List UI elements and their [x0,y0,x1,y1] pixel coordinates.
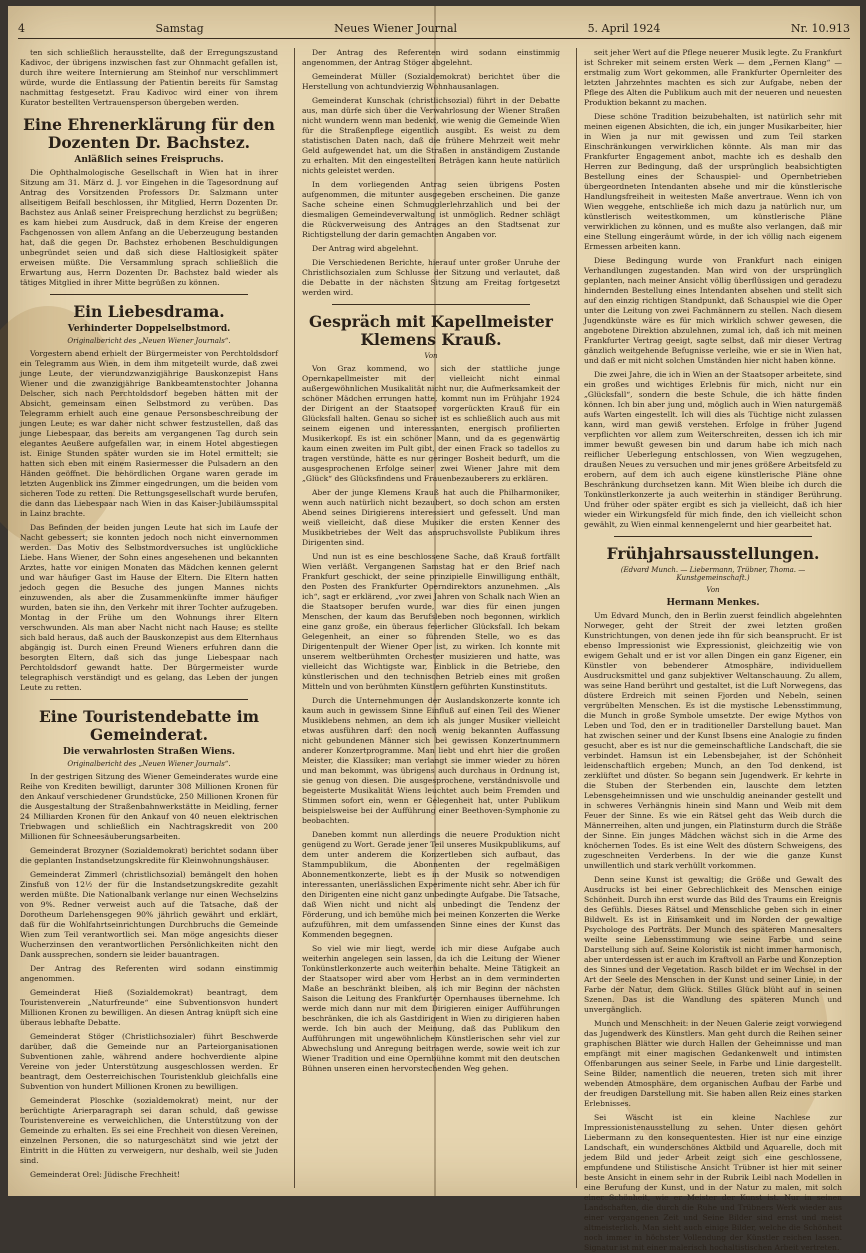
article-paragraph: In der gestrigen Sitzung des Wiener Gemeinderates wurde eine Reihe von Krediten bewilligt, darunter 308 Millionen Kronen für den Ankauf verschiedener Grundstücke, 250 Millionen Kronen für die Ausgestaltung der Straßenbahnwerkstätte in Meidling, ferner 24 Milliarden Kronen für den Ankauf von 40 neuen elektrischen Triebwagen und schließlich ein Nachtragskredit von 200 Millionen für Schneesäuberungsarbeiten. [20,772,278,841]
column-rule [294,48,295,1188]
article-paragraph: Der Antrag des Referenten wird sodann einstimmig angenommen, der Antrag Stöger abgelehnt. [302,48,560,67]
article-paragraph: So viel wie mir liegt, werde ich mir diese Aufgabe auch weiterhin angelegen sein lassen, da ich die Leitung der Wiener Tonkünstlerkonzerte auch weiterhin behalte. Meine Tätigkeit an der Staatsoper wird aber vom Herbst an in dem verminderten Maße an beschränkt bleiben, als ich mir Beginn der nächsten Saison die Leitung des Frankfurter Opernhauses übernehme. Ich werde mich dann nur mit dem Dirigieren einiger Aufführungen beschränken, die ich als Gastdirigent in Wien zu dirigieren haben werde. Ich bin auch der Meinung, daß das Publikum den Aufführungen mit ungewöhnlichem Künstlerischen sehr viel zur Abwechslung und Anregung beitragen werde, sowie weit ich zur Wiener Tradition und eine Opernbühne kommt mit den deutschen Bühnen unseren einen hervorstechenden Weg gehen. [302,944,560,1073]
article-paragraph: Gemeinderat Stöger (Christlichsozialer) führt Beschwerde darüber, daß die Gemeinde nur an Parteiorganisationen Subventionen zahle, während andere hochverdiente alpine Vereine von jeder Unterstützung ausgeschlossen werden. Er beantragt, dem Oesterreichischen Touristenklub gleichfalls eine Subvention von hundert Millionen Kronen zu bewilligen. [20,1032,278,1091]
column-2 [302,48,560,1188]
article-paragraph: Die zwei Jahre, die ich in Wien an der Staatsoper arbeitete, sind ein großes und wichtiges Erlebnis für mich, nicht nur ein „Glücksfall“, sondern die beste Schule, die ich hätte finden können. Ich bin aber jung und, möglich auch in Wien naturgemäß aufs Warten eingestellt. Ich will dies als Tüchtige nicht zulassen kann, wird man gewiß verstehen. Erfolge in früher Jugend verpflichten vor allem zum Weiterschreiten, dessen ich ich mir immer bewußt gewesen bin und darum habe ich mich nach reiflicher Ueberlegung entschlossen, von Wien wegzugehen, draußen Neues zu versuchen und mir jenes größere Arbeitsfeld zu erobern, auf dem ich auch eigene künstlerische Pläne ohne Beschränkung durchsetzen kann. Mit Wien bleibe ich durch die Tonkünstlerkonzerte ja auch weiterhin in ständiger Berührung. Und früher oder später ergibt es sich ja vielleicht, daß ich hier wieder ein Wirkungsfeld für mich finde, den ich vielleicht schon gewählt, zu Wien einmal kennengelernt und hier gearbeitet hat. [584,370,842,529]
article-paragraph: Gemeinderat Hieß (Sozialdemokrat) beantragt, dem Touristenverein „Naturfreunde“ eine Subventionsvon hundert Millionen Kronen zu bewilligen. An diesen Antrag knüpft sich eine überaus lebhafte Debatte. [20,988,278,1027]
article-author: Hermann Menkes. [666,598,760,608]
page-number: 4 [18,21,25,35]
article-paragraph: Diese schöne Tradition beizubehalten, ist natürlich sehr mit meinen eigenen Absichten, die ich, ein junger Musikarbeiter, hier in Wien ja nur mit gewissen und zum Teil starken Einschränkungen verwirklichen könnte. Als man mir das Frankfurter Engagement anbot, machte ich es deshalb den Herren zur Bedingung, daß der ursprünglich beabsichtigten Bestellung eines der Schauspiel- und Opernbetrieben übergeordneten Intendanten absehe und mir die künstlerische Handlungsfreiheit in weitesten Maße anvertraue. Wenn ich von Wien weggehe, entschließe ich mich dazu ja natürlich nur, um künstlerisch weitestkommen, um künstlerische Pläne verwirklichen zu können, und es mußte also verlangen, daß mir eine Stellung eingeräumt würde, in der ich völlig nach eigenem Ermessen arbeiten kann. [584,112,842,251]
article-paragraph: Vorgestern abend erhielt der Bürgermeister von Perchtoldsdorf ein Telegramm aus Wien, in dem ihm mitgeteilt wurde, daß zwei junge Leute, der vierundzwanzigjährige Bauskonzepist Hans Wiener und die zwanzigjährige Bankbeamtenstochter Johanna Delscher, sich nach Perchtoldsdorf begeben hätten mit der Absicht, gemeinsam einen Selbstmord zu verüben. Das Telegramm erhielt auch eine genaue Personsbeschreibung der jungen Leute; es war daher nicht schwer festzustellen, daß das junge Liebespaar, das bereits am vergangenen Tag durch sein elegantes Aeußere aufgefallen war, in einem Hotel abgestiegen ist. Einige Stunden später wurden sie im Hotel ermittelt; sie hatten sich eben mit einem Rasiermesser die Pulsadern an den Händen geöffnet. Die behördlichen Organe waren gerade im letzten Augenblick ins Zimmer eingedrungen, um die beiden vom sicheren Tode zu retten. Die Rettungsgesellschaft wurde berufen, die dann das Liebespaar nach Wien in das Kaiser-Jubiläumsspital in Lainz brachte. [20,349,278,518]
article-byline: Von [706,586,720,594]
article-paragraph: Durch die Unternehmungen der Auslandskonzerte konnte ich kaum auch in gewissem Sinne Einfluß auf einen Teil des Wiener Musiklebens nehmen, an dem ich als junger Musiker vielleicht etwas ausführen darf: den noch wenig bekannten Auffassung nicht gebundenen Männer sich bei gewissen Konzertnummern anderer Konzertprogramme. Man liebt und ehrt hier die großen Meister, die Klassiker; man verlangt sie immer wieder zu hören und man bekommt, was übrigens auch durchaus in Ordnung ist, sie genug von diesen. Die ausgesprochene, verständnisvolle und begeisterte Musikalität Wiens leuchtet auch beim Fremden und Stimmen sofort ein, wenn er Gelegenheit hat, unter Publikum beispielsweise bei der Aufführung einer Beethoven-Symphonie zu beobachten. [302,696,560,825]
column-3 [584,48,842,1252]
article-paragraph: Gemeinderat Ploschke (sozialdemokrat) meint, nur der berüchtigte Arierparagraph sei daran schuld, daß gewisse Touristenvereine es verweichlichen, die Unterstützung von der Gemeinde zu erhalten. Es sei eine Frechheit von diesen Vereinen, einzelnen Personen, die so naturgeschätzt sind wie jetzt der Eintritt in die Hütten zu verweigern, nur deshalb, weil sie Juden sind. [20,1096,278,1165]
newspaper-page [8,6,860,1252]
article-subtitle: (Edvard Munch. — Liebermann, Trübner, Thoma. — Kunstgemeinschaft.) [620,566,806,582]
article-paragraph: Und nun ist es eine beschlossene Sache, daß Krauß fortfällt Wien verläßt. Vergangenen Samstag hat er den Brief nach Frankfurt geschickt, der seine prinzipielle Einwilligung enthält, den Posten des Frankfurter Operndirektors anzunehmen. „Als ich“, sagt er erklärend, „vor zwei Jahren von Schalk nach Wien an die Staatsoper berufen wurde, war dies für einen jungen Menschen, der kaum das Berufsleben noch begonnen, wirklich eine ganz große, ein überaus feierlicher Glücksfall. Ich bekam Gelegenheit, an einer so führenden Stelle, wo es das Dirigentenpult der Wiener Oper ist, zu wirken. Ich konnte mit unserem weltberühmten Orchester musizieren und hatte, was vielleicht das Wichtigste war, Einblick in die Betriebe, den künstlerischen und den technischen Betrieb eines mit großen Mitteln und von berühmten Künstlern geführten Kunstinstituts. [302,552,560,691]
article-paragraph: Denn seine Kunst ist gewaltig; die Größe und Gewalt des Ausdrucks ist bei einer Gebrechlichkeit des Menschen einige Schönheit. Durch ihn erst wurde das Bild des Traums ein Ereignis des Gefühls. Dieses Rätsel und Menschliche geben sich in einer Bildwelt. Es ist in Einsamkeit und im Norden der gewaltige Psychologe des Porträts. Der Munch des späteren Mannesalters weilte seine Lebensstimmung wie seine Farbe und seine Darstellung sich auf. Seine Koloristik ist nicht immer harmonisch, aber unterdessen ist er auch im Kraftvoll an Farbe und Konzeption des Sinnes und der Vegetation. Rasch bildet er im Wechsel in der Art der Seele des Menschen in der Kunst und seiner Linie, in der Farbe der Natur, dem Glück. Stilles Glück blüht auf in seinen Szenen. Das ist die Wandlung des späteren Munch und unvergänglich. [584,875,842,1014]
article-paragraph: In dem vorliegenden Antrag seien übrigens Posten aufgenommen, die mitunter ausgegeben erscheinen. Die ganze Sache scheine einen Schmugglerlehrzahlich und bei der diesmaligen Gemeindeverwaltung ist unmöglich. Redner schlägt die Rückverweisung des Antrages an den Stadtsenat zur Richtigstellung der darin gemachten Angaben vor. [302,180,560,239]
article-paragraph: Gemeinderat Orel: Jüdische Frechheit! [30,1170,180,1179]
article-paragraph: Um Edvard Munch, den in Berlin zuerst feindlich abgelehnten Norweger, geht der Streit der zwei letzten großen Kunstrichtungen, von denen jede ihn für sich beansprucht. Er ist ebenso Impressionist wie Expressionist, gleichzeitig wie von ewigem Gehalt und er ist vor allen Dingen ein ganz Eigener, ein Künstler von bebenderer Atmosphäre, individuellem Ausdrucksmittel und ganz subjektiver Weltanschauung. Zu allem, was seine Hand berührt und gestaltet, ist die Luft Norwegens, das düstere Erdreich mit seinen Fjorden und Nebeln, seinen vergrübelten Menschen. Es ist die mystische Lebensstimmung, die Munch in große Symbole umsetzte. Der ewige Mythos von Leben und Tod, den er in traditioneller Darstellung bauet. Man hat zwischen seiner und der Kunst Ibsens eine Analogie zu finden gesucht, aber es ist nur die gemeinschaftliche Landschaft, die sie verbindet. Hamsun ist ein Lebensbejaher, ist der Schönheit leidenschaftlich ergeben; Munch, an den Tod denkend, ist zerklüftet und düster. So begann sein Jugendwerk. Er kehrte in die Stuben der Sterbenden ein, lauschte dem letzten Lebensgeheimnissen und wie unschuldig aneinander gestellt und in schweres Verhängnis hinein sind Mann und Weib mit dem Feuer der Sinne. Es wie ein Rätsel geht das Weib durch die Männerreihen, alten und jungen, ein Platinsturm durch die Sträße der Sinne. Ein junges Mädchen wächst sich in die Arme des knöchernen Todes. Es ist eine Welt des düstern Schweigens, des zugeschneiten Verderbens. In der wie die ganze Kunst unwillentlich und stark verhüllt vorkommen. [584,611,842,870]
article-paragraph: Das Befinden der beiden jungen Leute hat sich im Laufe der Nacht gebessert; sie konnten jedoch noch nicht einvernommen werden. Das Motiv des Selbstmordversuches ist unglückliche Liebe. Hans Wiener, der Sohn eines angesehenen und bekannten Arztes, hatte vor einigen Monaten das Mädchen kennen gelernt und war häufiger Gast im Hause der Eltern. Die Eltern hatten jedoch gegen die Besuche des jungen Mannes nichts einzuwenden, als aber die Zusammenkünfte immer häufiger wurden, baten sie ihn, den Verkehr mit ihrer Tochter aufzugeben. Montag in der Frühe um den Wohnungs ihrer Eltern verschwunden. Als man aber Nacht nicht nach Hause; es stellte sich bald heraus, daß auch der Bauskonzepist aus dem Elternhaus abgängig ist. Durch einen Freund Wieners erfuhren dann die besorgten Eltern, daß sich das junge Liebespaar nach Perchtoldsdorf gewandt hatte. Der Bürgermeister wurde telegraphisch verständigt und es gelang, das Leben der jungen Leute zu retten. [20,523,278,692]
article-title-liebesdrama: Ein Liebesdrama. [73,302,225,321]
article-paragraph: Die Verschiedenen Berichte, hierauf unter großer Unruhe der Christlichsozialen zum Schlusse der Sitzung und verlautet, daß die Debatte in der nächsten Sitzung am Freitag fortgesetzt werden wird. [302,258,560,297]
header-paper-name: Neues Wiener Journal [334,21,458,35]
article-paragraph: Munch und Menschheit: in der Neuen Galerie zeigt vorwiegend das Jugendwerk des Künstlers. Man geht durch die Reihen seiner graphischen Blätter wie durch Hallen der Geheimnisse und man empfängt mit einer magischen Gedankenwelt und intimsten Offenbarungen aus seiner Seele, in Farbe und Linie dargestellt. Seine Bilder, namentlich die neueren, treten sich mit ihrer webenden Atmosphäre, dem organischen Aufbau der Farbe und der freudigen Darstellung mit. Sie haben allen Reiz eines starken Erlebnisses. [584,1019,842,1108]
article-paragraph: Gemeinderat Müller (Sozialdemokrat) berichtet über die Herstellung von achtundvierzig Wohnhausanlagen. [302,72,560,91]
article-paragraph: Daneben kommt nun allerdings die neuere Produktion nicht genügend zu Wort. Gerade jener Teil unseres Musikpublikums, auf dem unter anderem die Konzertleben sich aufbaut, das Stammpublikum, die Abonnenten der regelmäßigen Abonnementkonzerte, liebt es in der Musik so notwendigen interessanten, unerlässlichen Experimente nicht sehr. Aber ich für den Dirigenten eine nicht ganz unbedingte Aufgabe. Die Tatsache, daß Wien nicht und nicht als unbedingt die Tendenz der Förderung, und ich bemühe mich bei meinen Konzerten die Werke aufzuführen, mit dem umfassenden Sinne eines der Kunst das Kommenden begegnen. [302,830,560,939]
header-date: 5. April 1924 [587,21,661,35]
column-rule [576,48,577,1188]
article-source: Originalbericht des „Neuen Wiener Journals“. [67,760,231,768]
article-paragraph: seit jeher Wert auf die Pflege neuerer Musik legte. Zu Frankfurt ist Schreker mit seinem ersten Werk — dem „Fernen Klang“ — erstmalig zum Wort gekommen, alle Frankfurter Opernleiter des letzten Jahrzehntes machten es sich zur Aufgabe, neben der Pflege des Alten die Publikum auch mit der neueren und neuesten Produktion bekannt zu machen. [584,48,842,107]
page-header [18,18,850,39]
article-paragraph: Gemeinderat Kunschak (christlichsozial) führt in der Debatte aus, man dürfe sich über die Verwahrlosung der Wiener Straßen nicht wundern wenn man bedenkt, wie wenig die Gemeinde Wien für die Straßenpflege eigentlich ausgibt. Es weist zu dem statistischen Daten nach, daß die frühere Mehrzeit weit mehr Geld aufgewendet hat, um die Straßen in anständigem Zustande zu erhalten. Mit den eingestellten Beträgen kann heute natürlich nichts geleistet werden. [302,96,560,175]
article-title-krauss: Gespräch mit Kapellmeister Klemens Krauß. [309,312,553,349]
article-paragraph: Diese Bedingung wurde von Frankfurt nach einigen Verhandlungen zugestanden. Man wird von der ursprünglich geplanten, nach meiner Ansicht völlig überflüssigen und geradezu hindernden Bestellung eines Intendanten absehen und stellt sich auf den einzig richtigen Standpunkt, daß Schauspiel wie die Oper unter die Leitung von zwei Fachmännern zu stellen. Nach diesem Jugendkünste wäre es für mich wirklich schwer gewesen, die angebotene Direktion abzulehnen, zumal ich, daß ich mit meinen Frankfurter Vertrag geeigt, sagte selbst, daß mir dieser Vertrag gänzlich weitgehende Befugnisse verleihe, wie er sie in Wien hat, und daß er mit nicht solchen Umständen hier nicht haben könne. [584,256,842,365]
article-paragraph: Der Antrag wird abgelehnt. [312,244,419,253]
article-subtitle: Verhinderter Doppelselbstmord. [67,324,231,334]
article-separator [614,536,812,537]
article-source: Originalbericht des „Neuen Wiener Journals“. [67,337,231,345]
article-continuation: ten sich schließlich herausstellte, daß der Erregungszustand Kadivoc, der übrigens inzwischen fast zur Ohnmacht gefallen ist, durch ihre weitere Internierung am Steinhof nur verschlimmert würde, wurde die Entlassung der Patientin bereits für Samstag nachmittag festgesetzt. Frau Kadivoc wird einer von ihrem Kurator bestellten Vertrauensperson übergeben werden. [20,48,278,107]
column-1 [20,48,278,1188]
article-paragraph: Die Ophthalmologische Gesellschaft in Wien hat in ihrer Sitzung am 31. März d. J. vor Eingehen in die Tagesordnung auf Antrag des Vorsitzenden Professors Dr. Salzmann unter allseitigem Beifall beschlossen, ihr Mitglied, Herrn Dozenten Dr. Bachstez aus Anlaß seiner Freisprechung herzlichst zu begrüßen; es kam hiebei zum Ausdruck, daß in dem Kreise der engeren Fachgenossen von allem Anfang an die Ueberzeugung bestanden hat, daß die gegen Dr. Bachstez erhobenen Beschuldigungen unbegründet seien und daß sich diese Haltlosigkeit später erweisen müßte. Die Versammlung sprach schließlich die Erwartung aus, Herrn Dozenten Dr. Bachstez bald wieder als tätiges Mitglied in ihrer Mitte begrüßen zu können. [20,168,278,287]
article-title-bachstez: Eine Ehrenerklärung für den Dozenten Dr. Bachstez. [23,115,275,152]
article-paragraph: Gemeinderat Zimmerl (christlichsozial) bemängelt den hohen Zinsfuß von 12½ der für die Instandsetzungskredite gezahlt werden müßte. Die Nationalbank verlange nur einen Wechselzins von 9%. Redner verweist auch auf die Tatsache, daß der Dorotheum Darlehensgegen 90% jährlich gewährt und erklärt, daß für die Wohlfahrtseinrichtungen Durchbruchs die Gemeinde Wien zum Teil verantwortlich sei. Man möge angesichts dieser Wucherzinsen den verantwortlichen Persönlichkeiten nicht den Dank aussprechen, sondern sie leider bauantragen. [20,870,278,959]
article-title-touristendebatte: Eine Touristendebatte im Gemeinderat. [38,707,260,744]
article-paragraph: Von Graz kommend, wo sich der stattliche junge Opernkapellmeister mit der vielleicht nicht einmal außergewöhnlichen Musikalität nicht nur, die Aufmerksamkeit der schöner Mädchen errungen hatte, kommt nun im Frühjahr 1924 der Dirigent an der Staatsoper vorgerückten Krauß für ein Glücksfall halten. Genau so sicher ist es schließlich auch aus mit seinem eigenen und interessanten, energisch profilierten Musikerkopf. Es ist ein schöner Mann, und da es gegenwärtig kaum einen zweiten im Pult gibt, der einen Frack so tadellos zu tragen verstünde, hätte es nur geringer Bosheit bedurft, um die ausgesprochenen Erfolge seiner zwei Wiener Jahre mit dem „Glück“ des Glücksfindens und Frauenbezauberers zu erklären. [302,364,560,483]
article-paragraph: Aber der junge Klemens Krauß hat auch die Philharmoniker, wenn auch natürlich nicht bezaubert, so doch schon am ersten Abend seines Dirigierens interessiert und gefesselt. Und man weiß vielleicht, daß diese Musiker die ersten Kenner des Musikbetriebes der Welt das anspruchsvollste Publikum ihres Dirigenten sind. [302,488,560,547]
header-day: Samstag [155,21,204,35]
article-subtitle: Die verwahrlosten Straßen Wiens. [62,747,235,757]
article-separator [332,304,530,305]
article-paragraph: Gemeinderat Brozyner (Sozialdemokrat) berichtet sodann über die geplanten Instandsetzungskredite für Kleinwohnungshäuser. [20,846,278,865]
article-separator [50,294,248,295]
article-paragraph: Sei Wäscht ist ein kleine Nachlese zur Impressionistenausstellung zu sehen. Unter diesen gehört Liebermann zu den konsequentesten. Hier ist nur eine einzige Landschaft, ein wunderschönes Aktbild und Aquarelle, doch mit jedem Bild und jeder Arbeit zeigt sich eine geschlossene, empfundene und Stilistische Ansicht Trübner ist hier mit seiner beste Ansicht in einem sehr in der Rubrik Leibl nach Modellen in eine Berufung der Kunst, und in der Natur zu malen, mit solch einer Schönheit, wie er Meister der Kunst ist. Nur in seinen Landschaften, die durch die Ruhe und Trübners Werk wieder aus einer vergangenen Zeit und Seine Bilder sind ernst und meist altmeisterlich. Man sieht auch einige Bilder, welche die Schönheit noch immer in höchster Vollendung der Künstler reichen lassen. Signatur ist mit einer malerisch hochaltistischen Arbeit vertreten. [584,1113,842,1252]
article-byline: Von [424,352,438,360]
article-title-fruehjahrsausstellungen: Frühjahrsausstellungen. [606,544,820,563]
article-paragraph: Der Antrag des Referenten wird sodann einstimmig angenommen. [20,964,278,983]
header-issue: Nr. 10.913 [790,21,850,35]
article-subtitle: Anläßlich seines Freispruchs. [74,155,224,165]
article-separator [50,699,248,700]
